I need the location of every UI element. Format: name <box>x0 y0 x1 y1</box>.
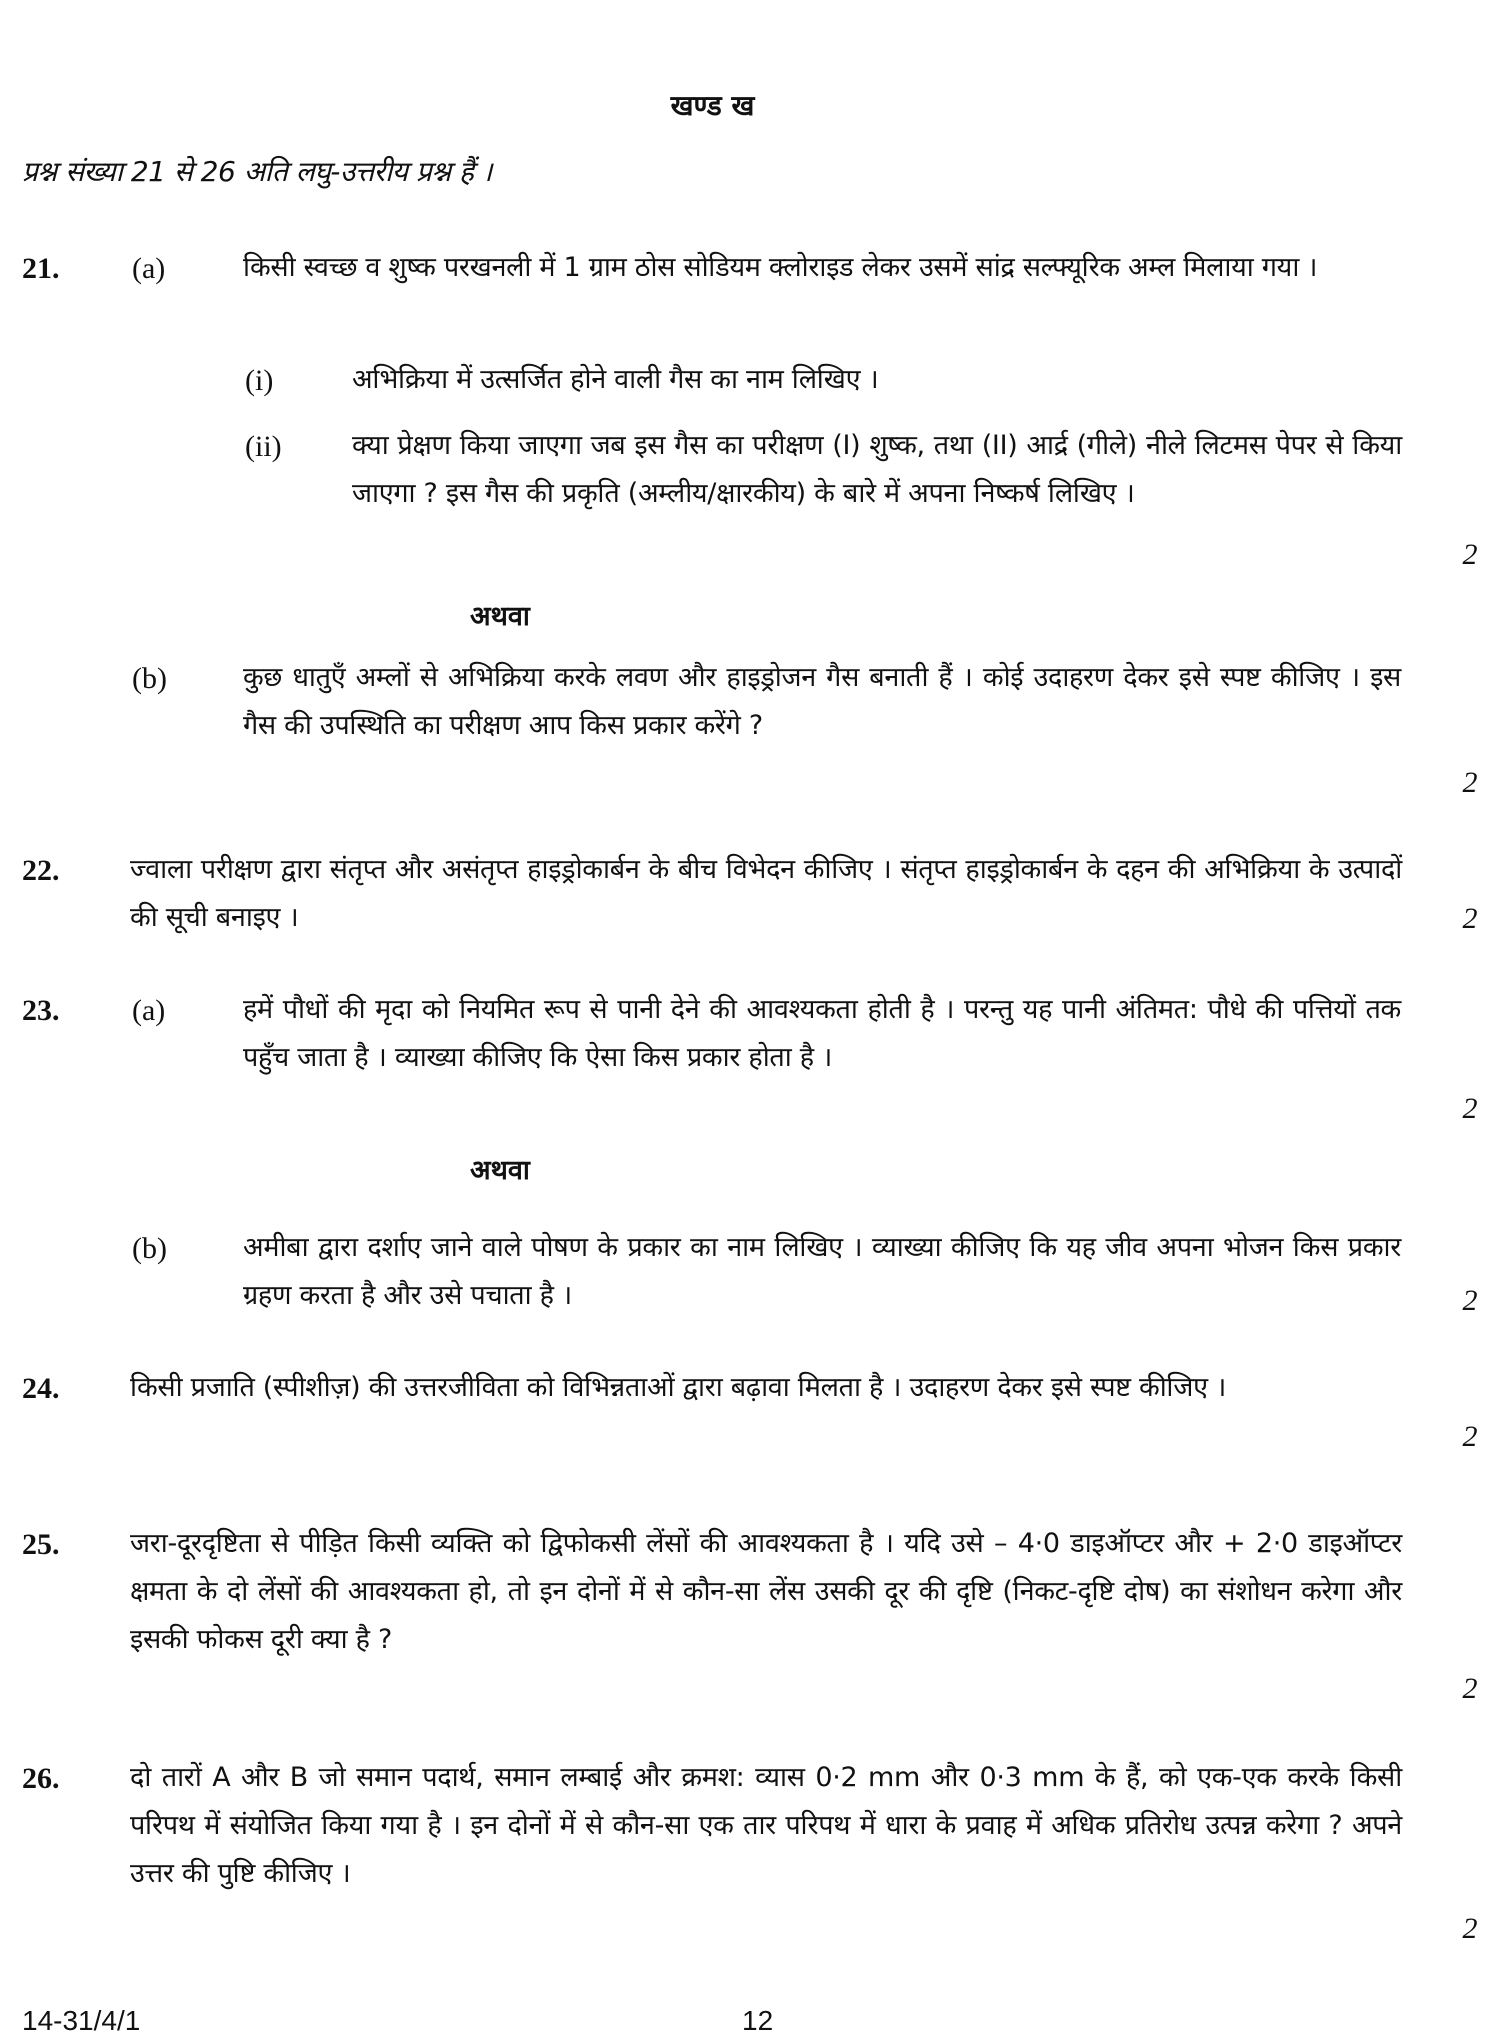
question-number: 23. <box>22 994 60 1027</box>
question-text: किसी स्वच्छ व शुष्क परखनली में 1 ग्राम ठोस सोडियम क्लोराइड लेकर उसमें सांद्र सल्फ्यूरिक अम्ल मिलाया गया । <box>243 252 1318 283</box>
part-label-a: (a) <box>132 994 166 1027</box>
question-text: कुछ धातुएँ अम्लों से अभिक्रिया करके लवण और हाइड्रोजन गैस बनाती हैं । कोई उदाहरण देकर इसे स्पष्ट कीजिए । इस गैस की उपस्थिति का परीक्षण आप किस प्रकार करेंगे ? <box>243 662 1401 741</box>
section-instruction: प्रश्न संख्या 21 से 26 अति लघु-उत्तरीय प्रश्न हैं । <box>22 155 492 188</box>
marks: 2 <box>1462 1284 1478 1317</box>
marks: 2 <box>1462 902 1478 935</box>
question-number: 25. <box>22 1528 60 1561</box>
part-label-b: (b) <box>132 1232 167 1265</box>
page-number: 12 <box>742 2005 774 2036</box>
section-title-text: खण्ड ख <box>670 89 755 122</box>
sub-label-i: (i) <box>245 364 274 397</box>
sub-question-text: क्या प्रेक्षण किया जाएगा जब इस गैस का परीक्षण (I) शुष्क, तथा (II) आर्द्र (गीले) नीले लिटमस पेपर से किया जाएगा ? इस गैस की प्रकृति (अम्लीय/क्षारकीय) के बारे में अपना निष्कर्ष लिखिए । <box>352 430 1402 509</box>
or-label: अथवा <box>470 1155 530 1186</box>
question-text: हमें पौधों की मृदा को नियमित रूप से पानी देने की आवश्यकता होती है । परन्तु यह पानी अंतिमत: पौधे की पत्तियों तक पहुँच जाता है । व्याख्या कीजिए कि ऐसा किस प्रकार होता है । <box>243 994 1401 1073</box>
question-number: 22. <box>22 854 60 887</box>
marks: 2 <box>1462 1672 1478 1705</box>
question-text: दो तारों A और B जो समान पदार्थ, समान लम्बाई और क्रमश: व्यास 0·2 mm और 0·3 mm के हैं, को एक-एक करके किसी परिपथ में संयोजित किया गया है । इन दोनों में से कौन-सा एक तार परिपथ में धारा के प्रवाह में अधिक प्रतिरोध उत्पन्न करेगा ? अपने उत्तर की पुष्टि कीजिए । <box>130 1762 1402 1889</box>
marks: 2 <box>1462 1092 1478 1125</box>
part-label-a: (a) <box>132 252 166 285</box>
part-label-b: (b) <box>132 662 167 695</box>
question-text: अमीबा द्वारा दर्शाए जाने वाले पोषण के प्रकार का नाम लिखिए । व्याख्या कीजिए कि यह जीव अपना भोजन किस प्रकार ग्रहण करता है और उसे पचाता है । <box>243 1232 1401 1311</box>
question-number: 26. <box>22 1762 60 1795</box>
marks: 2 <box>1462 538 1478 571</box>
marks: 2 <box>1462 1912 1478 1945</box>
or-label: अथवा <box>470 601 530 632</box>
section-title <box>0 86 1505 124</box>
question-number: 24. <box>22 1372 60 1405</box>
question-text: ज्वाला परीक्षण द्वारा संतृप्त और असंतृप्त हाइड्रोकार्बन के बीच विभेदन कीजिए । संतृप्त हाइड्रोकार्बन के दहन की अभिक्रिया के उत्पादों की सूची बनाइए । <box>130 854 1402 933</box>
question-text: किसी प्रजाति (स्पीशीज़) की उत्तरजीविता को विभिन्नताओं द्वारा बढ़ावा मिलता है । उदाहरण देकर इसे स्पष्ट कीजिए । <box>130 1372 1226 1403</box>
question-text: जरा-दूरदृष्टिता से पीड़ित किसी व्यक्ति को द्विफोकसी लेंसों की आवश्यकता है । यदि उसे – 4·0 डाइऑप्टर और + 2·0 डाइऑप्टर क्षमता के दो लेंसों की आवश्यकता हो, तो इन दोनों में से कौन-सा लेंस उसकी दूर की दृष्टि (निकट-दृष्टि दोष) का संशोधन करेगा और इसकी फोकस दूरी क्या है ? <box>130 1528 1402 1655</box>
sub-label-ii: (ii) <box>245 430 282 463</box>
paper-code: 14-31/4/1 <box>22 2005 141 2036</box>
marks: 2 <box>1462 766 1478 799</box>
question-number: 21. <box>22 252 60 285</box>
sub-question-text: अभिक्रिया में उत्सर्जित होने वाली गैस का नाम लिखिए । <box>352 364 879 395</box>
marks: 2 <box>1462 1420 1478 1453</box>
